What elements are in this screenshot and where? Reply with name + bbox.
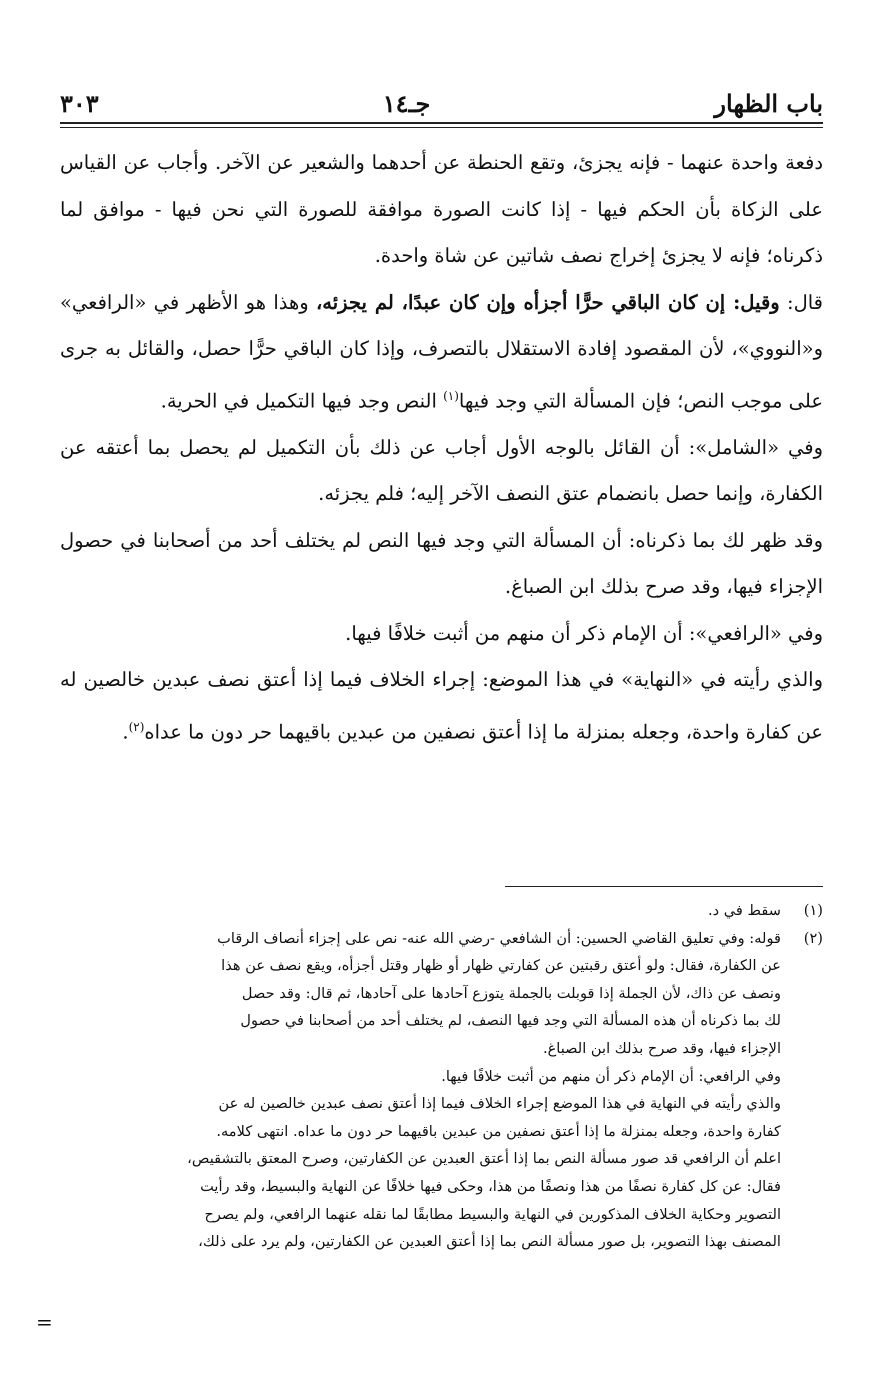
paragraph-4: وقد ظهر لك بما ذكرناه: أن المسألة التي وجد فيها النص لم يختلف أحد من أصحابنا في حصول الإجزاء فيها، وقد صرح بذلك ابن الصباغ. <box>60 528 823 598</box>
footnote-line: كفارة واحدة، وجعله بمنزلة ما إذا أعتق نصفين من عبدين باقيهما حر دون ما عداه. انتهى كلامه. <box>216 1122 781 1140</box>
chapter-title: باب الظهار <box>714 88 823 118</box>
footnote-line: لك بما ذكرناه أن هذه المسألة التي وجد فيها النصف، لم يختلف أحد من أصحابنا في حصول <box>240 1012 781 1030</box>
volume-number: جـ١٤ <box>382 88 431 118</box>
footnote-number: (١) <box>803 902 823 919</box>
continuation-mark: = <box>36 1310 53 1334</box>
p2-body: وهذا هو الأظهر في «الرافعي» و«النووي»، لأن المقصود إفادة الاستقلال بالتصرف، وإذا كان الباقي حرًّا حصل، والقائل به جرى على موجب النص؛ فإن المسألة التي وجد فيها <box>60 290 823 412</box>
footnote-line: المصنف بهذا التصوير، بل صور مسألة النص بما إذا أعتق العبدين عن الكفارتين، ولم يرد على ذلك، <box>198 1233 781 1251</box>
footnote-line: الإجزاء فيها، وقد صرح بذلك ابن الصباغ. <box>542 1039 781 1057</box>
footnote-line: قوله: وفي تعليق القاضي الحسين: أن الشافعي -رضي الله عنه- نص على إجزاء أنصاف الرقاب <box>217 929 781 947</box>
footnote-line: عن الكفارة، فقال: ولو أعتق رقبتين عن كفارتي ظهار أو ظهار وقتل أجزأه، ويقع نصف عن هذا <box>221 957 781 975</box>
footnotes <box>60 897 823 1256</box>
footnote-line: فقال: عن كل كفارة نصفًا من هذا ونصفًا من هذا، وحكى فيها خلافًا عن النهاية والبسيط، وقد رأيت <box>200 1177 781 1195</box>
paragraph-2 <box>60 280 823 425</box>
p2-end: النص وجد فيها التكميل في الحرية. <box>160 389 444 412</box>
footnote-ref-1[interactable]: (١) <box>443 388 459 403</box>
footnote-line: التصوير وحكاية الخلاف المذكورين في النهاية والبسيط مطابقًا لما نقله عنهما الرافعي، ولم يصرح <box>204 1205 781 1223</box>
running-header <box>60 86 823 120</box>
main-text <box>60 140 823 756</box>
header-rule-thick <box>60 122 823 124</box>
p6-body: والذي رأيته في «النهاية» في هذا الموضع: إجراء الخلاف فيما إذا أعتق نصف عبدين خالصين له عن كفارة واحدة، وجعله بمنزلة ما إذا أعتق نصفين من عبدين باقيهما حر دون ما عداه <box>60 668 823 743</box>
footnote-line: سقط في د. <box>707 902 781 919</box>
paragraph-3: وفي «الشامل»: أن القائل بالوجه الأول أجاب عن ذلك بأن التكميل لم يحصل بما أعتقه عن الكفارة، وإنما حصل بانضمام عتق النصف الآخر إليه؛ فلم يجزئه. <box>60 435 823 505</box>
header-rule-thin <box>60 127 823 128</box>
footnote-line: والذي رأيته في النهاية في هذا الموضع إجراء الخلاف فيما إذا أعتق نصف عبدين خالصين له عن <box>218 1095 781 1113</box>
paragraph-1: دفعة واحدة عنهما - فإنه يجزئ، وتقع الحنطة عن أحدهما والشعير عن الآخر. وأجاب عن القياس على الزكاة بأن الحكم فيها - إذا كانت الصورة موافقة للصورة التي نحن فيها - موافق لما ذكرناه؛ فإنه لا يجزئ إخراج نصف شاتين عن شاة واحدة. <box>60 151 823 267</box>
footnote-line: ونصف عن ذاك، لأن الجملة إذا قوبلت بالجملة يتوزع آحادها على آحادها، ثم قال: وقد حصل <box>241 984 781 1002</box>
footnote-separator <box>505 886 823 887</box>
page-number: ٣٠٣ <box>60 88 99 118</box>
footnote-2 <box>60 925 823 1256</box>
footnote-line: وفي الرافعي: أن الإمام ذكر أن منهم من أثبت خلافًا فيها. <box>441 1067 781 1085</box>
paragraph-5: وفي «الرافعي»: أن الإمام ذكر أن منهم من أثبت خلافًا فيها. <box>345 621 823 645</box>
footnote-ref-2[interactable]: (٢) <box>128 719 145 734</box>
p2-matn: وقيل: إن كان الباقي حرًّا أجزأه وإن كان عبدًا، لم يجزئه، <box>316 290 780 314</box>
p6-end: . <box>122 720 129 743</box>
footnote-line: اعلم أن الرافعي قد صور مسألة النص بما إذا أعتق العبدين عن الكفارتين، وصرح المعتق بالتشقيص، <box>187 1150 781 1168</box>
footnote-number: (٢) <box>803 929 823 947</box>
footnote-body <box>60 925 781 1256</box>
paragraph-6 <box>60 657 823 756</box>
footnote-body <box>60 897 781 925</box>
p2-intro: قال: <box>779 290 824 314</box>
footnote-1 <box>60 897 823 925</box>
